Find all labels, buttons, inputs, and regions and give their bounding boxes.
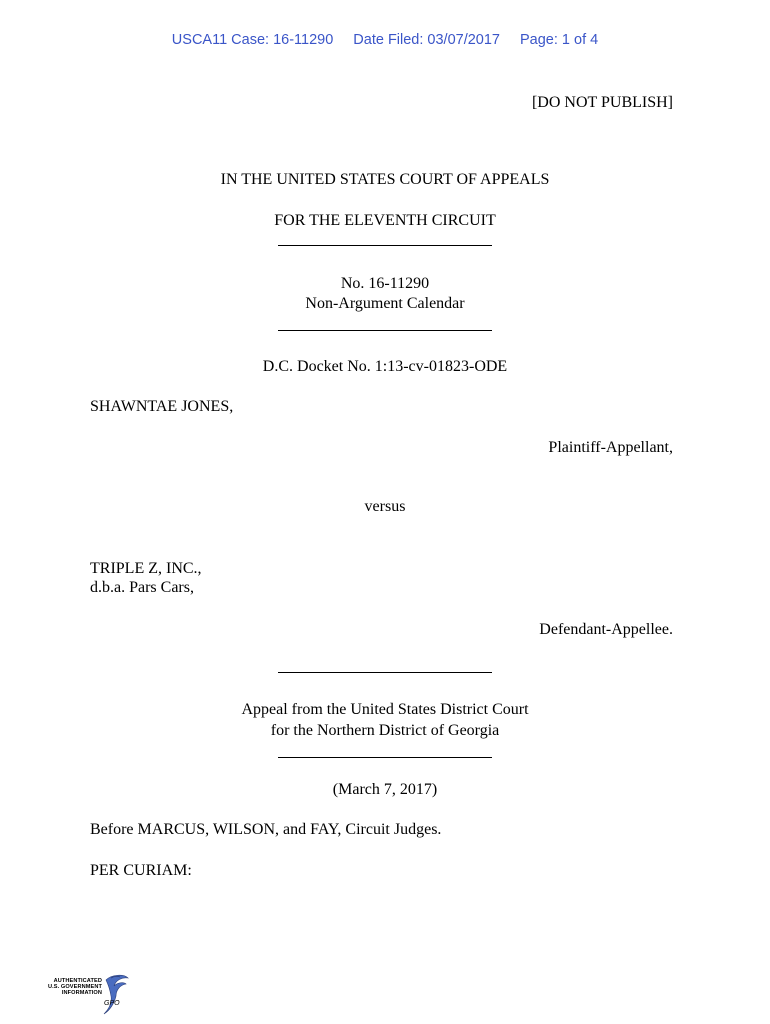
defendant-name: TRIPLE Z, INC., bbox=[90, 560, 202, 577]
versus: versus bbox=[364, 498, 406, 515]
calendar-type: Non-Argument Calendar bbox=[305, 295, 465, 312]
page-header bbox=[0, 32, 770, 48]
gpo-mark: GPO bbox=[104, 1000, 120, 1007]
court-title: IN THE UNITED STATES COURT OF APPEALS bbox=[220, 171, 550, 188]
defendant-dba: d.b.a. Pars Cars, bbox=[90, 579, 194, 596]
header-case: USCA11 Case: 16-11290 bbox=[171, 32, 334, 48]
circuit-title: FOR THE ELEVENTH CIRCUIT bbox=[274, 212, 496, 229]
gpo-line-1: AUTHENTICATED bbox=[53, 978, 102, 984]
case-number: No. 16-11290 bbox=[340, 275, 430, 292]
appeal-line-2: for the Northern District of Georgia bbox=[270, 722, 500, 739]
decision-date: (March 7, 2017) bbox=[332, 781, 438, 798]
gpo-line-3: INFORMATION bbox=[61, 990, 102, 997]
plaintiff-role: Plaintiff-Appellant, bbox=[548, 439, 673, 456]
plaintiff-name: SHAWNTAE JONES, bbox=[90, 398, 234, 415]
before-judges: Before MARCUS, WILSON, and FAY, Circuit Judges. bbox=[90, 821, 442, 838]
eagle-icon bbox=[102, 972, 130, 1016]
divider-rule bbox=[278, 672, 492, 673]
header-filed: Date Filed: 03/07/2017 bbox=[353, 32, 500, 48]
divider-rule bbox=[278, 757, 492, 758]
docket-number: D.C. Docket No. 1:13-cv-01823-ODE bbox=[262, 358, 508, 375]
divider-rule bbox=[278, 330, 492, 331]
per-curiam: PER CURIAM: bbox=[90, 862, 192, 879]
do-not-publish: [DO NOT PUBLISH] bbox=[531, 94, 673, 111]
gpo-authentication-logo bbox=[44, 972, 130, 1018]
gpo-line-2: U.S. GOVERNMENT bbox=[47, 984, 102, 991]
header-page: Page: 1 of 4 bbox=[520, 32, 599, 48]
gpo-text bbox=[44, 978, 102, 997]
defendant-role: Defendant-Appellee. bbox=[539, 621, 673, 638]
divider-rule bbox=[278, 245, 492, 246]
appeal-line-1: Appeal from the United States District Court bbox=[241, 701, 529, 718]
